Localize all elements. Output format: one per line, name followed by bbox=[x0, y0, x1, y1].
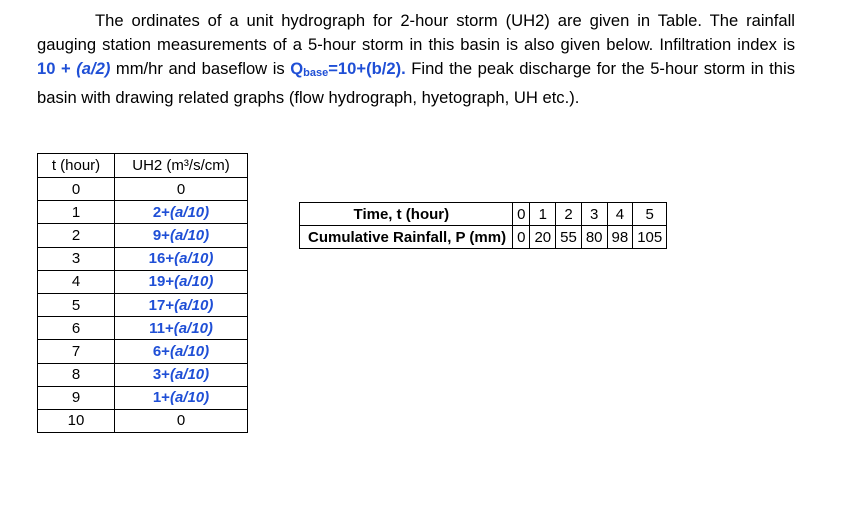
uh-ordinate-cell bbox=[115, 270, 248, 293]
uh-time-cell: 0 bbox=[38, 178, 115, 201]
uh-ordinate-constant: 0 bbox=[176, 180, 186, 198]
table-row bbox=[38, 224, 248, 247]
uh-time-cell: 10 bbox=[38, 409, 115, 432]
uh-time-cell: 9 bbox=[38, 386, 115, 409]
uh-ordinate-cell bbox=[115, 224, 248, 247]
uh-ordinate-constant: 3+ bbox=[152, 366, 170, 384]
table-row bbox=[38, 409, 248, 432]
uh-ordinate-cell bbox=[115, 386, 248, 409]
uh-time-cell: 3 bbox=[38, 247, 115, 270]
uh-ordinate-cell bbox=[115, 247, 248, 270]
rainfall-cumulative-row bbox=[300, 226, 667, 249]
table-row bbox=[38, 386, 248, 409]
time-row-label: Time, t (hour) bbox=[300, 203, 513, 226]
time-cell: 1 bbox=[530, 203, 556, 226]
uh-ordinate-variable: (a/10) bbox=[174, 296, 214, 314]
uh-ordinate-variable: (a/10) bbox=[169, 226, 210, 244]
uh-time-cell: 8 bbox=[38, 363, 115, 386]
uh-ordinate-variable: (a/10) bbox=[169, 366, 210, 384]
table-row bbox=[38, 363, 248, 386]
uh-header-time: t (hour) bbox=[38, 154, 115, 178]
uh-ordinate-constant: 9+ bbox=[152, 226, 170, 244]
rainfall-table bbox=[299, 202, 667, 249]
rainfall-cell: 98 bbox=[607, 226, 633, 249]
uh-ordinate-variable: (a/10) bbox=[169, 203, 210, 221]
time-cell: 5 bbox=[633, 203, 667, 226]
uh-time-cell: 4 bbox=[38, 270, 115, 293]
uh-ordinate-cell bbox=[115, 178, 248, 201]
problem-mid: mm/hr and baseflow is bbox=[110, 59, 291, 79]
rainfall-cell: 80 bbox=[581, 226, 607, 249]
uh-ordinate-variable: (a/10) bbox=[169, 342, 210, 360]
time-cell: 4 bbox=[607, 203, 633, 226]
baseflow-subscript: base bbox=[303, 67, 329, 80]
uh-ordinate-constant: 16+ bbox=[148, 250, 175, 268]
table-row bbox=[38, 247, 248, 270]
uh-ordinate-cell bbox=[115, 317, 248, 340]
rainfall-cell: 20 bbox=[530, 226, 556, 249]
time-cell: 0 bbox=[513, 203, 530, 226]
rainfall-cell: 0 bbox=[513, 226, 530, 249]
uh-ordinate-constant: 11+ bbox=[149, 319, 174, 337]
uh-time-cell: 7 bbox=[38, 340, 115, 363]
time-cell: 2 bbox=[556, 203, 582, 226]
uh-ordinate-constant: 2+ bbox=[152, 203, 170, 221]
table-row bbox=[38, 178, 248, 201]
uh-ordinate-variable: (a/10) bbox=[173, 319, 213, 337]
uh-ordinate-variable: (a/10) bbox=[174, 250, 214, 268]
table-row bbox=[38, 317, 248, 340]
uh-ordinate-cell bbox=[115, 409, 248, 432]
rainfall-cell: 55 bbox=[556, 226, 582, 249]
problem-outro: Find the peak discharge for the 5-hour storm in this basin with drawing related graphs (flow hydrograph, hyetograph, UH etc.). bbox=[37, 59, 795, 107]
uh-ordinate-variable: (a/10) bbox=[174, 273, 214, 291]
uh-table-header-row bbox=[38, 154, 248, 178]
uh-time-cell: 5 bbox=[38, 293, 115, 316]
uh-ordinate-cell bbox=[115, 201, 248, 224]
rainfall-cell: 105 bbox=[633, 226, 667, 249]
uh-time-cell: 6 bbox=[38, 317, 115, 340]
table-row bbox=[38, 293, 248, 316]
uh-ordinate-constant: 1+ bbox=[152, 389, 170, 407]
baseflow-q: Q bbox=[290, 59, 304, 79]
rainfall-row-label: Cumulative Rainfall, P (mm) bbox=[300, 226, 513, 249]
uh-ordinate-cell bbox=[115, 293, 248, 316]
unit-hydrograph-table bbox=[37, 153, 248, 433]
table-row bbox=[38, 340, 248, 363]
uh-ordinate-constant: 17+ bbox=[148, 296, 175, 314]
uh-ordinate-constant: 6+ bbox=[152, 342, 170, 360]
uh-ordinate-constant: 19+ bbox=[148, 273, 175, 291]
uh-header-uh2: UH2 (m³/s/cm) bbox=[115, 154, 248, 178]
table-row bbox=[38, 201, 248, 224]
uh-time-cell: 1 bbox=[38, 201, 115, 224]
time-cell: 3 bbox=[581, 203, 607, 226]
baseflow-symbol bbox=[290, 59, 328, 78]
uh-table-body bbox=[38, 178, 248, 433]
infiltration-value: 10 + bbox=[37, 59, 77, 79]
uh-time-cell: 2 bbox=[38, 224, 115, 247]
table-row bbox=[38, 270, 248, 293]
uh-ordinate-cell bbox=[115, 363, 248, 386]
uh-ordinate-constant: 0 bbox=[176, 412, 186, 430]
problem-statement bbox=[37, 9, 795, 110]
infiltration-variable: (a/2) bbox=[76, 59, 111, 79]
problem-intro: The ordinates of a unit hydrograph for 2-hour storm (UH2) are given in Table. The rainfall gauging station measurements of a 5-hour storm in this basin is also given below. Infiltration index is bbox=[37, 11, 795, 55]
rainfall-time-row bbox=[300, 203, 667, 226]
uh-ordinate-cell bbox=[115, 340, 248, 363]
uh-ordinate-variable: (a/10) bbox=[169, 389, 210, 407]
baseflow-expression: =10+(b/2). bbox=[328, 59, 406, 79]
